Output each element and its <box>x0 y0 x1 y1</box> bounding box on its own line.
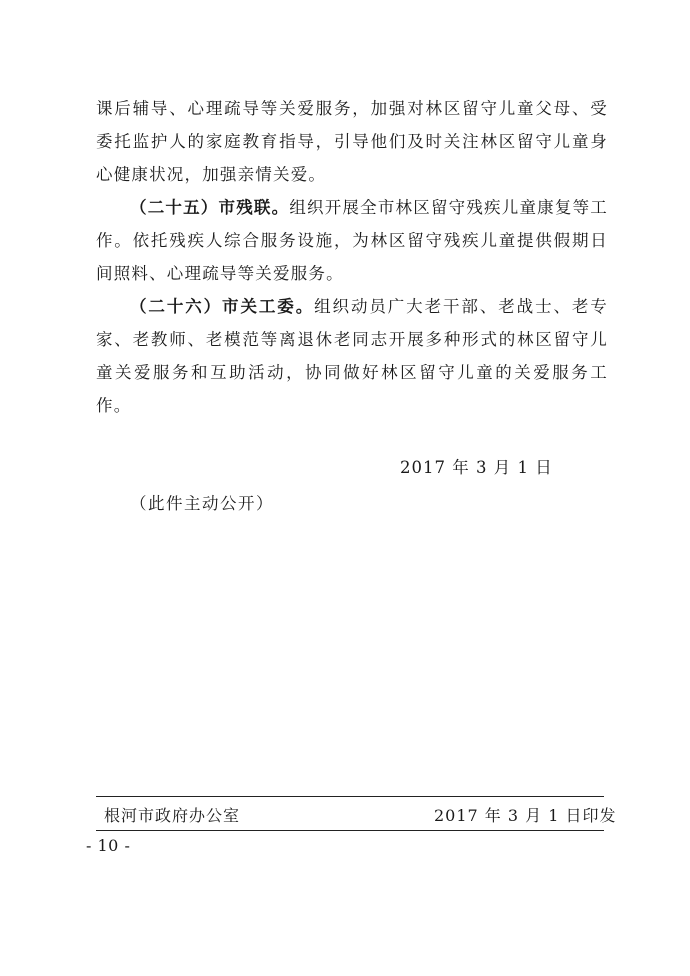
signing-date: 2017 年 3 月 1 日 <box>400 458 553 477</box>
section-text-25: 组织开展全市林区留守残疾儿童康复等工作。依托残疾人综合服务设施，为林区留守残疾儿童提供假期日间照料、心理疏导等关爱服务。 <box>96 198 608 283</box>
document-body <box>96 92 608 422</box>
section-paragraph-26 <box>96 290 608 422</box>
disclosure-note: （此件主动公开） <box>130 494 274 513</box>
footer-print-date: 2017 年 3 月 1 日印发 <box>434 806 617 825</box>
section-paragraph-25 <box>96 191 608 290</box>
footer-issuer: 根河市政府办公室 <box>104 806 241 825</box>
section-heading-26: （二十六）市关工委。 <box>130 297 315 316</box>
continuation-paragraph <box>96 92 608 191</box>
footer-bottom-rule <box>96 830 604 831</box>
page-number: - 10 - <box>86 836 131 855</box>
footer-top-rule <box>96 796 604 797</box>
continuation-text: 课后辅导、心理疏导等关爱服务，加强对林区留守儿童父母、受委托监护人的家庭教育指导，引导他们及时关注林区留守儿童身心健康状况，加强亲情关爱。 <box>96 99 608 184</box>
section-text-26: 组织动员广大老干部、老战士、老专家、老教师、老模范等离退休老同志开展多种形式的林区留守儿童关爱服务和互助活动，协同做好林区留守儿童的关爱服务工作。 <box>96 297 609 415</box>
section-heading-25: （二十五）市残联。 <box>130 198 290 217</box>
